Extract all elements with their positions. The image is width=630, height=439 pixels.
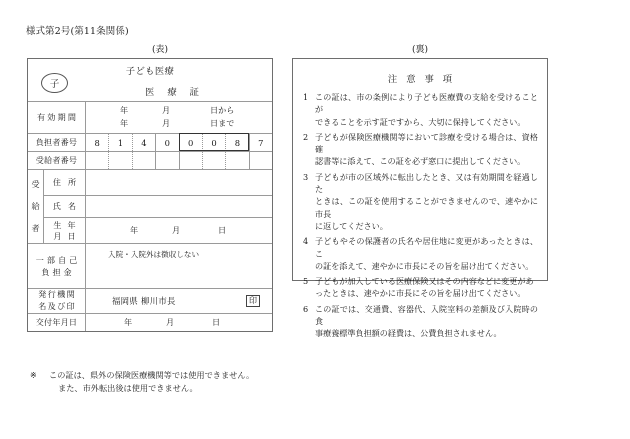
recipient-digit-cell[interactable]	[250, 152, 272, 169]
birthdate-month: 月	[172, 225, 181, 235]
insurer-digit-cell[interactable]: 0	[203, 134, 226, 151]
recipient-digit-cell[interactable]	[156, 152, 179, 169]
validity-to-day: 日まで	[210, 117, 235, 128]
note-line: できることを示す証ですから、大切に保持してください。	[315, 116, 526, 127]
issue-date-month: 月	[166, 317, 175, 327]
insurer-digit-cell[interactable]: 0	[156, 134, 179, 151]
insurer-number-label: 負担者番号	[28, 134, 86, 151]
recipient-vertical-char: 受	[31, 179, 40, 190]
validity-to-line	[86, 117, 272, 130]
insurer-digit-cell[interactable]: 8	[86, 134, 109, 151]
back-card	[292, 58, 548, 339]
form-number-heading: 様式第2号(第11条関係)	[26, 26, 129, 37]
validity-from-month: 月	[162, 105, 171, 115]
insurer-number-row	[28, 134, 272, 152]
insurer-digit-cell[interactable]: 7	[258, 137, 264, 148]
note-line: 認書等に添えて、この証を必ず窓口に提出してください。	[315, 156, 526, 167]
note-line: に返してください。	[315, 220, 388, 231]
name-label: 氏名	[44, 196, 86, 217]
recipient-vertical-char: 者	[31, 222, 40, 233]
note-line: この証では、交通費、容器代、入院室料の差額及び入院時の食	[315, 303, 538, 327]
issue-date-label: 交付年月日	[28, 314, 86, 331]
validity-period-value	[86, 102, 272, 133]
front-side-caption: (表)	[152, 45, 169, 55]
recipient-group-row	[28, 170, 272, 244]
birthdate-value[interactable]	[86, 218, 272, 243]
validity-period-label: 有効期間	[28, 102, 86, 133]
birthdate-row	[44, 218, 272, 243]
validity-from-year: 年	[120, 105, 129, 115]
issuer-name: 福岡県 柳川市長	[112, 296, 176, 306]
validity-from-day: 日から	[210, 105, 235, 115]
note-line: の証を添えて、速やかに市長にその旨を届け出てください。	[315, 260, 534, 271]
copayment-row	[28, 244, 272, 289]
note-number: 6	[303, 303, 309, 314]
issue-date-day: 日	[212, 317, 221, 327]
note-line: 子どもが市の区域外に転出したとき、又は有効期間を経過した	[315, 171, 538, 195]
card-title-main: 子ども医療	[125, 66, 175, 77]
note-line: 子どもが保険医療機関等において診療を受ける場合は、資格確	[315, 131, 538, 155]
issue-date-value-cell[interactable]	[86, 314, 272, 331]
copayment-label	[28, 244, 86, 288]
note-line: ったときは、速やかに市長にその旨を届け出てください。	[315, 288, 526, 299]
note-item	[302, 235, 538, 272]
issue-date-year: 年	[124, 317, 133, 327]
address-label: 住所	[44, 170, 86, 195]
note-line: 子どもが加入している医療保険又はその内容などに変更があ	[315, 276, 534, 287]
note-number: 3	[303, 171, 309, 182]
insurer-digit-cell[interactable]: 8	[226, 134, 249, 151]
note-item	[302, 275, 538, 300]
card-title-sub: 医療証	[145, 87, 212, 98]
validity-from-line	[86, 104, 272, 117]
recipient-number-grid	[86, 152, 272, 169]
birthdate-day: 日	[218, 225, 227, 235]
note-line: この証は、市の条例により子ども医療費の支給を受けることが	[315, 92, 538, 115]
note-item	[302, 303, 538, 340]
birthdate-label-line1: 生年	[53, 219, 82, 230]
note-number: 2	[303, 131, 309, 142]
recipient-number-row	[28, 152, 272, 170]
card-title-block	[28, 59, 272, 102]
copayment-label-line1: 一部自己	[35, 254, 81, 265]
front-card	[27, 58, 273, 332]
recipient-vertical-label	[28, 170, 44, 243]
birthdate-label	[44, 218, 86, 243]
insurer-digit-cell[interactable]: 1	[109, 134, 132, 151]
recipient-fields	[44, 170, 272, 243]
note-item	[302, 171, 538, 232]
validity-to-year: 年	[120, 117, 129, 128]
issuer-label	[28, 289, 86, 313]
insurer-number-grid	[86, 134, 272, 151]
copayment-label-line2: 負担金	[41, 267, 75, 277]
name-row	[44, 196, 272, 218]
copayment-value: 入院・入院外は徴収しない	[108, 250, 200, 259]
insurer-digit-cell[interactable]: 4	[133, 134, 156, 151]
notes-title: 注意事項	[387, 74, 462, 85]
note-line: 子どもやその保護者の氏名や居住地に変更があったときは、こ	[315, 236, 538, 259]
recipient-digit-cell[interactable]	[203, 152, 226, 169]
back-side-caption: (裏)	[412, 45, 429, 55]
child-badge-icon: 子	[41, 73, 68, 93]
issue-date-row	[28, 314, 272, 331]
note-item	[302, 91, 538, 128]
footnote-line-2: また、市外転出後は使用できません。	[58, 383, 198, 394]
address-row	[44, 170, 272, 196]
recipient-digit-cell[interactable]	[109, 152, 132, 169]
footnote-line-1: この証は、県外の保険医療機関等では使用できません。	[49, 370, 255, 380]
footnote-mark-icon: ※	[30, 370, 37, 380]
birthdate-year: 年	[130, 225, 139, 235]
note-number: 1	[303, 92, 309, 102]
insurer-number-value	[86, 134, 272, 151]
name-value[interactable]	[86, 196, 272, 217]
validity-period-row	[28, 102, 272, 134]
recipient-digit-cell[interactable]	[226, 152, 249, 169]
insurer-digit-cell[interactable]: 0	[180, 134, 203, 151]
recipient-number-label: 受給者番号	[28, 152, 86, 169]
recipient-digit-cell[interactable]	[133, 152, 156, 169]
footnote	[30, 369, 300, 395]
recipient-vertical-char: 給	[31, 200, 40, 211]
note-item	[302, 131, 538, 168]
address-value[interactable]	[86, 170, 272, 195]
issuer-label-line2: 名及び印	[38, 301, 77, 311]
issuer-row	[28, 289, 272, 314]
recipient-digit-cell[interactable]	[86, 152, 109, 169]
copayment-value-cell	[86, 244, 272, 288]
recipient-digit-cell[interactable]	[180, 152, 203, 169]
validity-to-month: 月	[162, 117, 171, 128]
note-line: 事療養標準負担額の経費は、公費負担されません。	[315, 328, 502, 339]
issuer-value-cell	[86, 289, 272, 313]
birthdate-label-line2: 月日	[53, 230, 82, 241]
recipient-number-value	[86, 152, 272, 169]
note-number: 5	[303, 276, 309, 287]
note-line: ときは、この証を使用することができませんので、速やかに市長	[315, 196, 538, 219]
seal-stamp-icon: 印	[246, 295, 260, 306]
issuer-label-line1: 発行機関	[38, 289, 77, 300]
note-number: 4	[303, 236, 309, 247]
